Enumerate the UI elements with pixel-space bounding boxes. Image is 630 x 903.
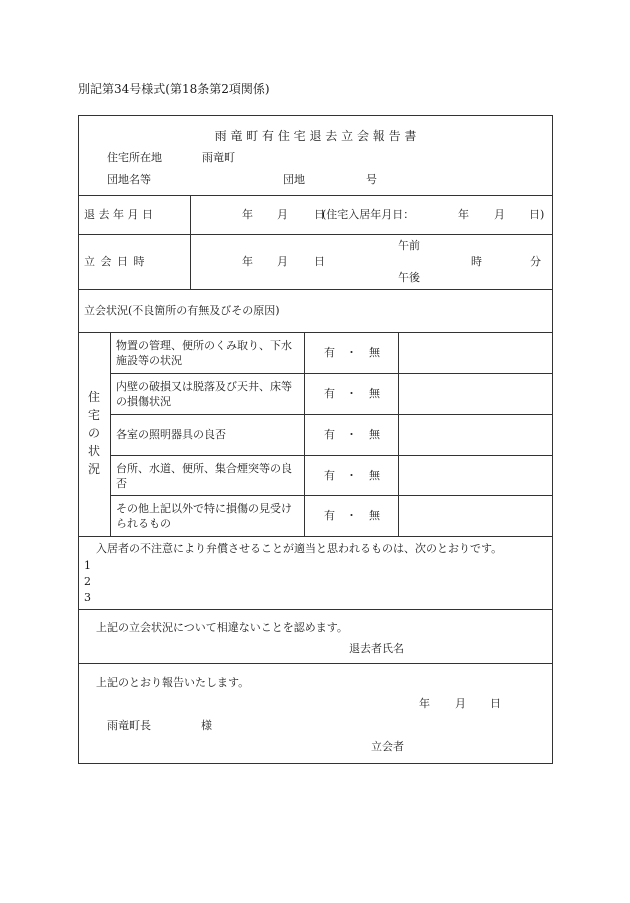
honorific-sama: 様 (201, 719, 212, 732)
presence-nashi: 無 (369, 469, 380, 482)
attendance-datetime-label: 立 会 日 時 (84, 255, 146, 268)
presence-nashi: 無 (369, 346, 380, 359)
acknowledgement-text: 上記の立会状況について相違ないことを認めます。 (96, 621, 348, 634)
presence-ari: 有 (324, 428, 335, 441)
move-out-date-label: 退 去 年 月 日 (84, 208, 153, 221)
presence-ari: 有 (324, 387, 335, 400)
inspection-status-header: 立会状況(不良箇所の有無及びその原因) (84, 304, 280, 317)
status-item-storage: 物置の管理、便所のくみ取り、下水施設等の状況 (116, 339, 292, 367)
status-item-walls: 内壁の破損又は脱落及び天井、床等の損傷状況 (116, 380, 292, 408)
compensation-item-2: 2 (84, 575, 91, 588)
am-label: 午前 (398, 239, 420, 252)
move-in-month: 月 (494, 208, 505, 221)
presence-separator: ・ (346, 469, 357, 482)
presence-ari: 有 (324, 346, 335, 359)
presence-separator: ・ (346, 509, 357, 522)
presence-nashi: 無 (369, 428, 380, 441)
status-item-kitchen: 台所、水道、便所、集合煙突等の良否 (116, 462, 292, 490)
compensation-text: 入居者の不注意により弁償させることが適当と思われるものは、次のとおりです。 (96, 542, 503, 555)
presence-ari: 有 (324, 509, 335, 522)
report-title: 雨 竜 町 有 住 宅 退 去 立 会 報 告 書 (214, 129, 417, 143)
presence-nashi: 無 (369, 509, 380, 522)
report-month: 月 (455, 697, 466, 710)
tenant-name-label: 退去者氏名 (349, 642, 404, 655)
form-number-label: 別記第34号様式(第18条第2項関係) (78, 82, 270, 96)
presence-separator: ・ (346, 387, 357, 400)
presence-nashi: 無 (369, 387, 380, 400)
report-day: 日 (490, 697, 501, 710)
move-out-month: 月 (277, 208, 288, 221)
house-status-label: 住 宅 の 状 況 (87, 390, 100, 476)
pm-label: 午後 (398, 271, 420, 284)
report-statement: 上記のとおり報告いたします。 (96, 676, 250, 689)
move-in-year: 年 (458, 208, 469, 221)
attendance-day: 日 (314, 255, 325, 268)
status-item-other: その他上記以外で特に損傷の見受けられるもの (116, 502, 292, 530)
complex-name-label: 団地名等 (107, 173, 151, 186)
status-item-lighting: 各室の照明器具の良否 (116, 428, 226, 441)
move-in-day: 日) (529, 208, 545, 221)
address-value: 雨竜町 (202, 151, 235, 164)
addressee-mayor: 雨竜町長 (107, 719, 151, 732)
minute-label: 分 (530, 255, 541, 268)
presence-separator: ・ (346, 428, 357, 441)
move-in-date-note: (住宅入居年月日： (322, 208, 415, 221)
attendance-month: 月 (277, 255, 288, 268)
report-year: 年 (419, 697, 430, 710)
attendance-year: 年 (242, 255, 253, 268)
move-out-day: 日 (314, 208, 325, 221)
compensation-item-3: 3 (84, 591, 91, 604)
presence-ari: 有 (324, 469, 335, 482)
address-label: 住宅所在地 (107, 151, 162, 164)
witness-label: 立会者 (371, 740, 404, 753)
danchi-label: 団地 (283, 173, 305, 186)
hour-label: 時 (471, 255, 482, 268)
compensation-item-1: 1 (84, 559, 91, 572)
presence-separator: ・ (346, 346, 357, 359)
move-out-year: 年 (242, 208, 253, 221)
unit-number-label: 号 (366, 173, 377, 186)
